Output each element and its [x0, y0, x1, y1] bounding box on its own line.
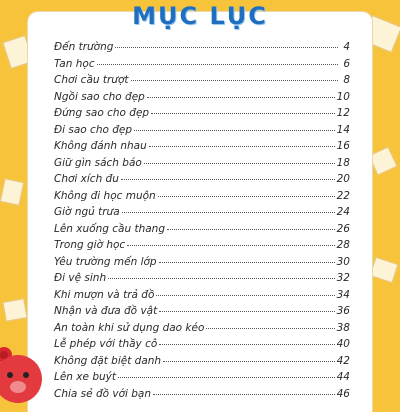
dot-leader — [206, 328, 334, 329]
toc-entry — [54, 74, 350, 91]
toc-entry — [54, 41, 350, 58]
dot-leader — [167, 229, 335, 230]
dot-leader — [118, 377, 335, 378]
toc-entry — [54, 173, 350, 190]
toc-entry-page: 46 — [336, 387, 350, 400]
dot-leader — [149, 146, 335, 147]
toc-entry — [54, 256, 350, 273]
toc-entry-title: Đứng sao cho đẹp — [54, 107, 150, 119]
toc-entry — [54, 355, 350, 372]
toc-entry-page: 6 — [343, 57, 350, 70]
dot-leader — [158, 196, 335, 197]
paper-confetti — [0, 178, 24, 206]
dot-leader — [153, 394, 335, 395]
toc-entry-title: Khi mượn và trả đồ — [54, 288, 155, 301]
toc-entry-page: 44 — [336, 371, 350, 383]
toc-entry-page: 18 — [336, 156, 350, 169]
toc-entry-title: Đến trường — [54, 41, 114, 53]
toc-entry — [54, 58, 350, 75]
toc-entry — [54, 338, 350, 355]
toc-entry — [54, 206, 350, 223]
toc-entry — [54, 289, 350, 306]
toc-entry — [54, 157, 350, 174]
toc-entry — [54, 239, 350, 256]
dot-leader — [159, 262, 335, 263]
toc-entry-title: Không đánh nhau — [54, 140, 147, 152]
toc-entry — [54, 305, 350, 322]
toc-entry-title: Đi sao cho đẹp — [54, 123, 133, 136]
toc-entry-title: Chia sẻ đồ với bạn — [54, 387, 152, 400]
toc-entry-title: Lên xuống cầu thang — [54, 222, 165, 235]
toc-entry-page: 22 — [336, 189, 350, 202]
toc-entry-page: 40 — [336, 338, 350, 350]
toc-entry-page: 12 — [336, 107, 350, 119]
page-title: MỤC LỤC — [132, 2, 268, 30]
toc-entry — [54, 91, 350, 108]
toc-entry-page: 36 — [336, 305, 350, 317]
toc-entry-title: Chơi xích đu — [54, 173, 119, 185]
toc-entry — [54, 371, 350, 388]
dot-leader — [159, 311, 334, 312]
dot-leader — [134, 130, 335, 131]
dot-leader — [121, 179, 335, 180]
dot-leader — [163, 361, 335, 362]
bear-mascot-icon — [0, 345, 42, 405]
dot-leader — [131, 80, 339, 81]
dot-leader — [147, 97, 335, 98]
toc-entry — [54, 190, 350, 207]
toc-entry-title: An toàn khi sử dụng dao kéo — [54, 321, 205, 334]
dot-leader — [159, 344, 334, 345]
toc-entry-page: 20 — [336, 173, 350, 185]
dot-leader — [151, 113, 335, 114]
dot-leader — [108, 278, 335, 279]
paper-confetti — [368, 146, 397, 175]
dot-leader — [144, 163, 335, 164]
toc-entry — [54, 107, 350, 124]
dot-leader — [122, 212, 335, 213]
toc-entry-page: 14 — [336, 123, 350, 136]
toc-entry — [54, 272, 350, 289]
toc-entry-page: 32 — [336, 272, 350, 284]
toc-entry — [54, 140, 350, 157]
toc-entry-title: Trong giờ học — [54, 239, 126, 251]
toc-entry — [54, 223, 350, 240]
toc-entry-page: 34 — [336, 288, 350, 301]
toc-entry-title: Lễ phép với thầy cô — [54, 338, 158, 350]
paper-confetti — [2, 298, 27, 322]
toc-entry-title: Không đi học muộn — [54, 189, 156, 202]
toc-entry-page: 42 — [336, 354, 350, 367]
toc-entry-title: Ngồi sao cho đẹp — [54, 90, 145, 103]
toc-entry-title: Không đặt biệt danh — [54, 354, 162, 367]
toc-entry-title: Giờ ngủ trưa — [54, 206, 120, 218]
toc-entry-page: 8 — [343, 74, 350, 86]
toc-entry-title: Chơi cầu trượt — [54, 74, 129, 86]
toc-entry-title: Yêu trường mến lớp — [54, 255, 157, 268]
table-of-contents — [54, 41, 350, 404]
toc-entry-page: 10 — [336, 90, 350, 103]
toc-entry-title: Nhận và đưa đồ vật — [54, 305, 158, 317]
toc-entry-title: Lên xe buýt — [54, 371, 116, 383]
dot-leader — [156, 295, 334, 296]
toc-entry-page: 38 — [336, 321, 350, 334]
toc-entry-title: Tan học — [54, 57, 95, 70]
toc-entry — [54, 388, 350, 405]
toc-entry-page: 4 — [343, 41, 350, 53]
dot-leader — [97, 64, 338, 65]
paper-confetti — [369, 257, 398, 283]
toc-entry-page: 16 — [336, 140, 350, 152]
toc-entry-page: 26 — [336, 222, 350, 235]
toc-entry-page: 24 — [336, 206, 350, 218]
toc-entry — [54, 322, 350, 339]
toc-entry-title: Đi vệ sinh — [54, 272, 107, 284]
toc-entry — [54, 124, 350, 141]
toc-entry-page: 30 — [336, 255, 350, 268]
dot-leader — [115, 47, 338, 48]
dot-leader — [127, 245, 334, 246]
toc-entry-page: 28 — [336, 239, 350, 251]
toc-entry-title: Giữ gìn sách báo — [54, 156, 142, 169]
